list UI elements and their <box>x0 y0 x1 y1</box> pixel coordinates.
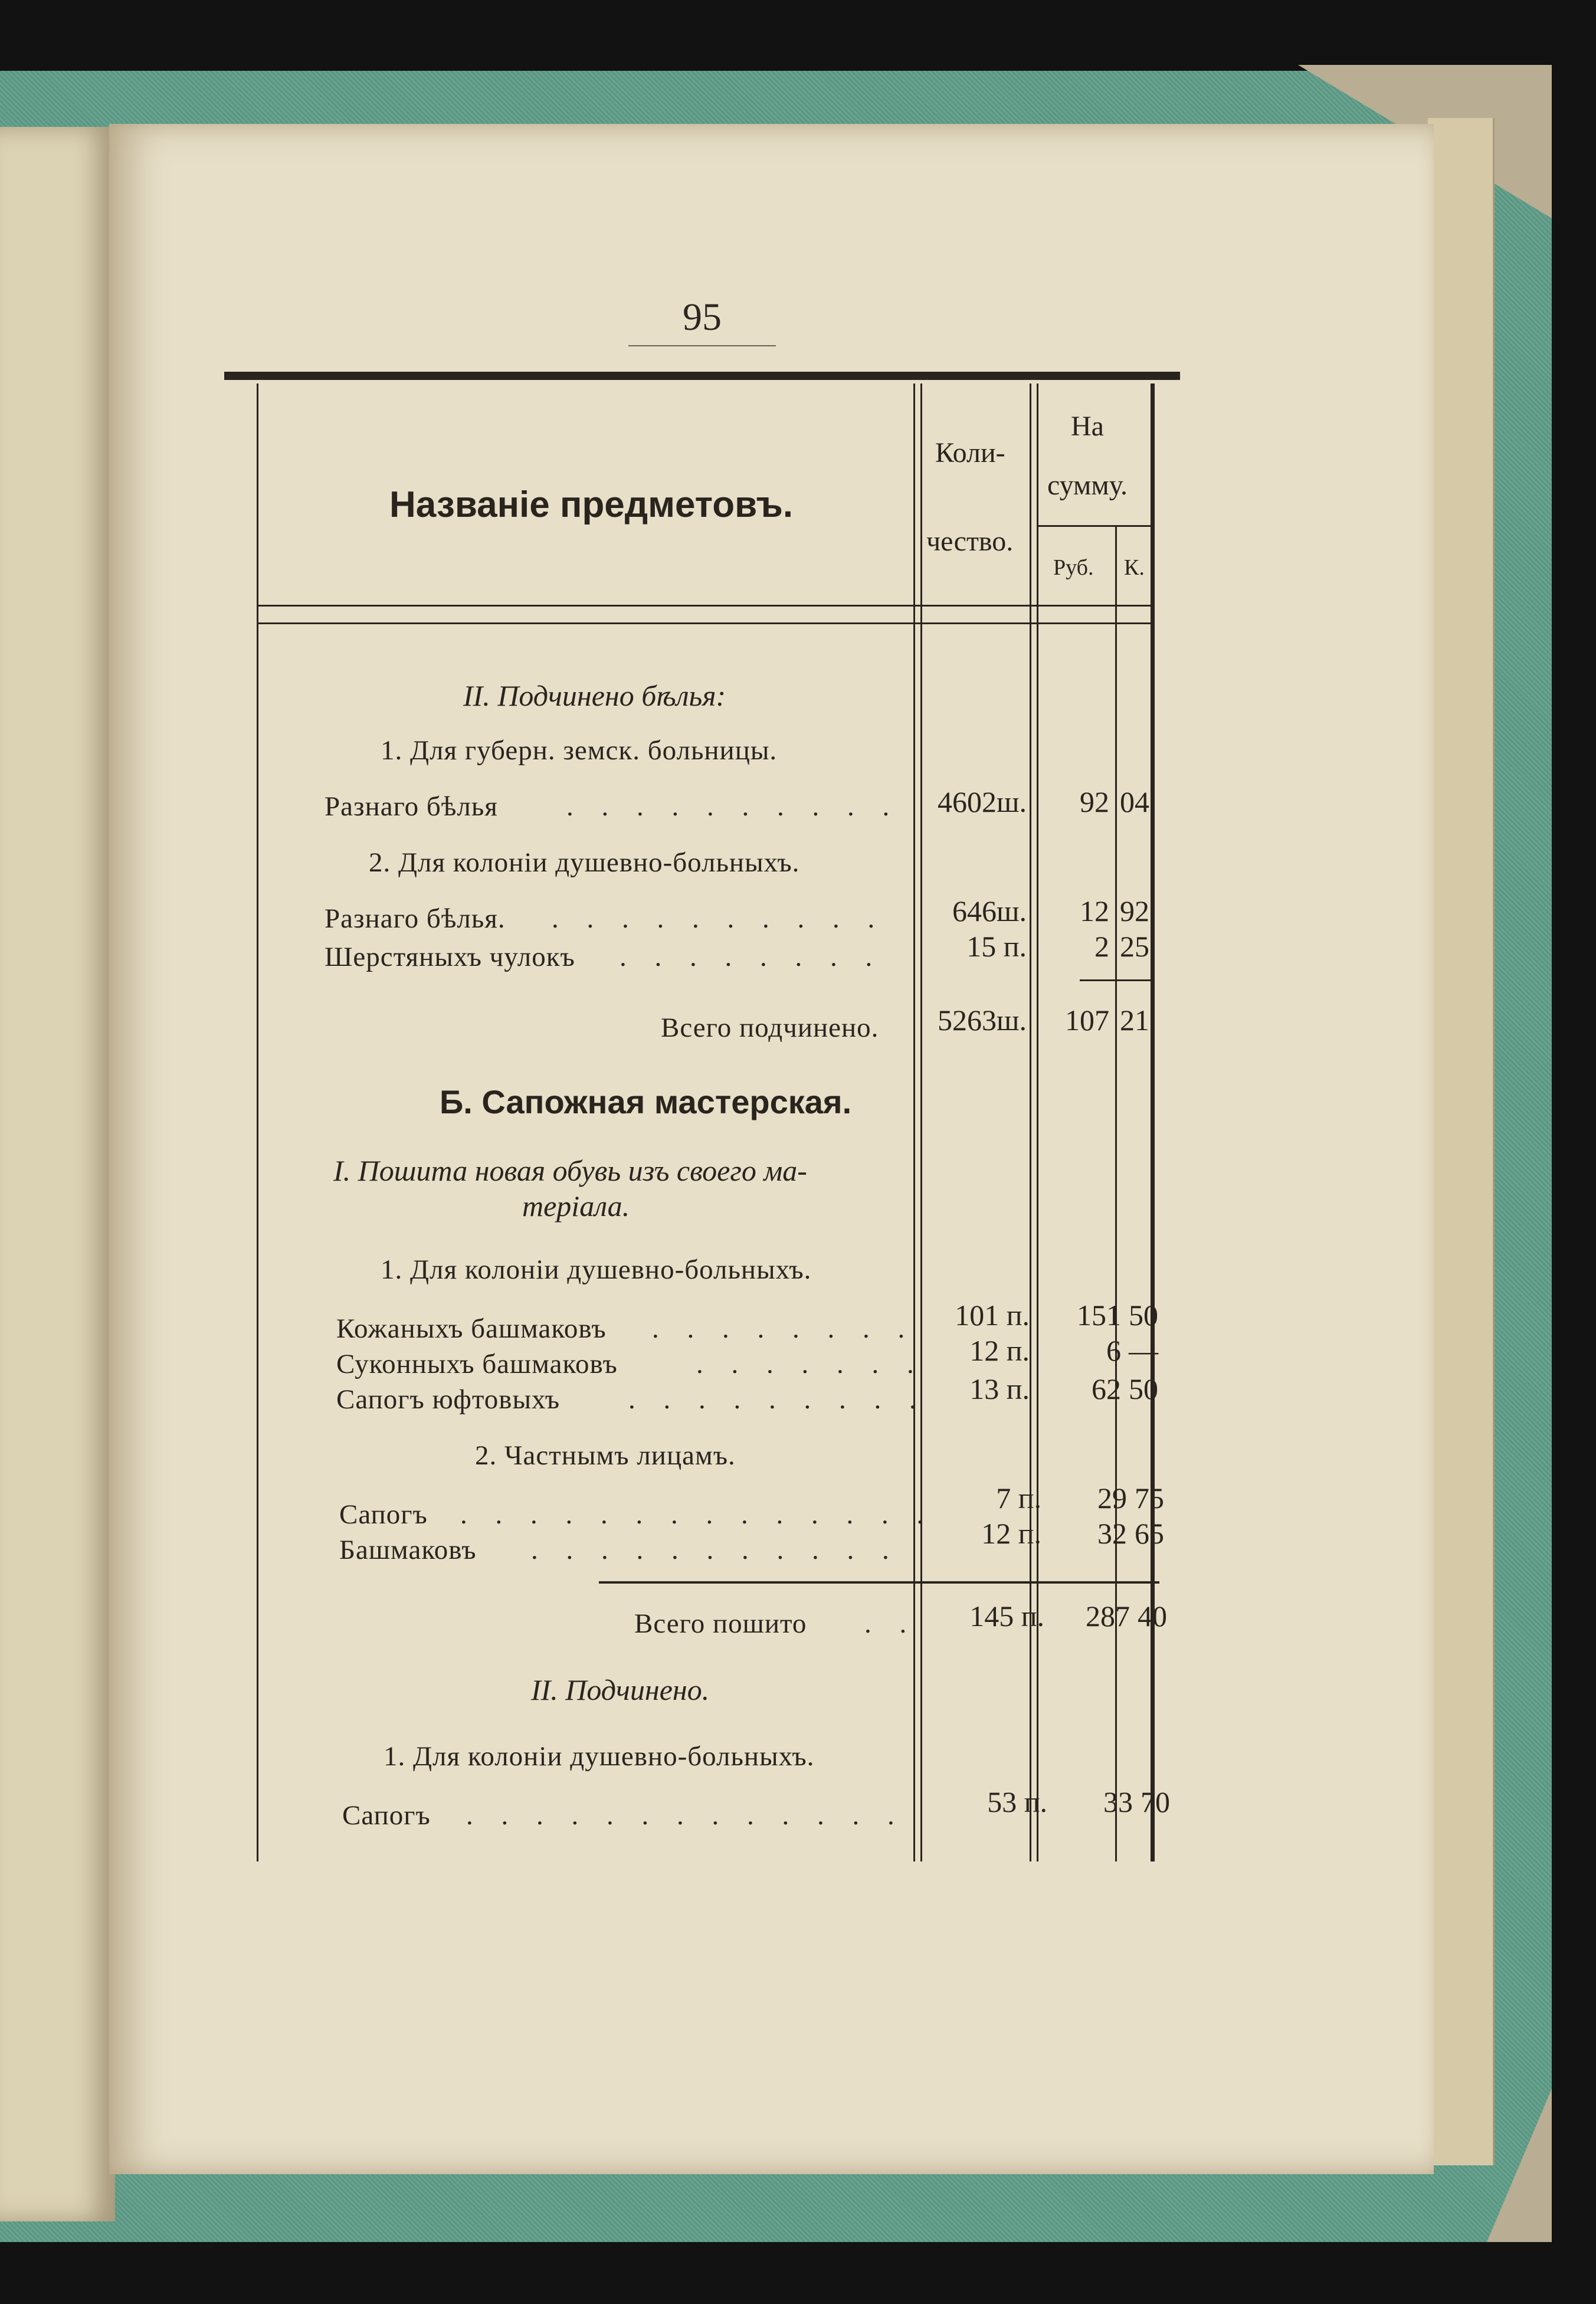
leader-dots: . . <box>864 1608 917 1639</box>
row-name: Шерстяныхъ чулокъ <box>325 942 575 972</box>
row-kop: 65 <box>1135 1517 1164 1550</box>
subsection-title: 2. Частнымъ лицамъ. <box>475 1440 736 1471</box>
row-qty: 13 п. <box>969 1372 1030 1405</box>
header-bottom-rule <box>257 605 1151 607</box>
row-rub: 151 <box>1077 1299 1121 1332</box>
row-kop: 75 <box>1135 1482 1164 1515</box>
leader-dots: . . . . . . . . . . . . . <box>466 1800 905 1831</box>
row-rub: 12 <box>1080 894 1109 928</box>
document-page <box>109 124 1434 2174</box>
section-title: II. Подчинено. <box>531 1673 710 1706</box>
header-sum-line1: На <box>1071 411 1104 442</box>
total-rub: 107 <box>1065 1004 1109 1037</box>
total-qty: 5263ш. <box>937 1004 1027 1037</box>
left-page-edge <box>0 127 115 2221</box>
kop-col-left-border <box>1115 525 1117 1861</box>
sum-header-rule <box>1037 525 1151 527</box>
header-sum-line2: сумму. <box>1047 470 1128 501</box>
row-name: Сапогъ <box>342 1800 431 1831</box>
row-rub: 33 <box>1103 1785 1133 1818</box>
row-rub: 6 <box>1106 1334 1121 1367</box>
header-qty-line1: Коли- <box>935 437 1005 468</box>
row-name: Кожаныхъ башмаковъ <box>336 1313 607 1344</box>
table-top-rule <box>224 372 1180 380</box>
row-kop: — <box>1129 1334 1158 1367</box>
right-page-edges <box>1428 118 1495 2165</box>
row-qty: 53 п. <box>987 1785 1047 1818</box>
leader-dots: . . . . . . . . . . <box>566 791 900 822</box>
section-heading: Б. Сапожная мастерская. <box>440 1083 852 1120</box>
subsection-title: 1. Для колоніи душевно-больныхъ. <box>384 1741 815 1772</box>
page-number-rule <box>628 345 776 346</box>
row-name: Сапогъ <box>339 1499 428 1530</box>
page-number: 95 <box>683 296 722 339</box>
row-qty: 101 п. <box>955 1299 1030 1332</box>
row-rub: 92 <box>1080 785 1109 818</box>
row-kop: 70 <box>1141 1785 1170 1818</box>
row-kop: 92 <box>1120 894 1149 928</box>
row-qty: 12 п. <box>969 1334 1030 1367</box>
row-qty: 15 п. <box>966 930 1027 963</box>
total-kop: 21 <box>1120 1004 1149 1037</box>
row-kop: 25 <box>1120 930 1149 963</box>
row-qty: 646ш. <box>952 894 1027 928</box>
leader-dots: . . . . . . . . . . . <box>531 1535 900 1565</box>
subtotal-rule <box>599 1581 1159 1584</box>
leader-dots: . . . . . . . . . . . . . . <box>460 1499 935 1530</box>
leader-dots: . . . . . . . . <box>620 942 883 972</box>
row-kop: 50 <box>1129 1372 1158 1405</box>
section-title: II. Подчинено бѣлья: <box>463 679 726 712</box>
subsection-title: 1. Для губерн. земск. больницы. <box>381 735 778 766</box>
section-subtitle-line2: теріала. <box>522 1189 630 1223</box>
row-qty: 12 п. <box>981 1517 1041 1550</box>
row-rub: 32 <box>1097 1517 1127 1550</box>
row-rub: 62 <box>1092 1372 1121 1405</box>
row-kop: 50 <box>1129 1299 1158 1332</box>
header-kop: К. <box>1124 555 1145 580</box>
header-bottom-rule-2 <box>257 622 1151 624</box>
table-right-border <box>1151 384 1155 1861</box>
leader-dots: . . . . . . . . . . <box>552 903 886 934</box>
header-rub: Руб. <box>1053 555 1094 580</box>
row-name: Суконныхъ башмаковъ <box>336 1349 618 1379</box>
header-name-column: Названіе предметовъ. <box>389 484 794 525</box>
row-kop: 04 <box>1120 785 1149 818</box>
row-qty: 4602ш. <box>937 785 1027 818</box>
section-subtitle-line1: I. Пошита новая обувь изъ своего ма- <box>333 1154 807 1187</box>
row-rub: 29 <box>1097 1482 1127 1515</box>
row-name: Разнаго бѣлья <box>325 791 498 822</box>
row-qty: 7 п. <box>996 1482 1041 1515</box>
total-kop: 40 <box>1138 1600 1167 1633</box>
row-rub: 2 <box>1094 930 1109 963</box>
subsection-title: 2. Для колоніи душевно-больныхъ. <box>369 847 800 878</box>
total-rub: 287 <box>1086 1600 1130 1633</box>
total-qty: 145 п. <box>969 1600 1044 1633</box>
subtotal-rule <box>1080 979 1151 981</box>
leader-dots: . . . . . . . . <box>652 1313 916 1344</box>
row-name: Разнаго бѣлья. <box>325 903 506 934</box>
total-label: Всего пошито <box>634 1608 807 1639</box>
leader-dots: . . . . . . . . . <box>628 1384 927 1415</box>
leader-dots: . . . . . . . <box>696 1349 925 1379</box>
subsection-title: 1. Для колоніи душевно-больныхъ. <box>381 1254 812 1285</box>
row-name: Сапогъ юфтовыхъ <box>336 1384 561 1415</box>
row-name: Башмаковъ <box>339 1535 477 1565</box>
header-qty-line2: чество. <box>926 526 1014 557</box>
total-label: Всего подчинено. <box>661 1012 879 1043</box>
